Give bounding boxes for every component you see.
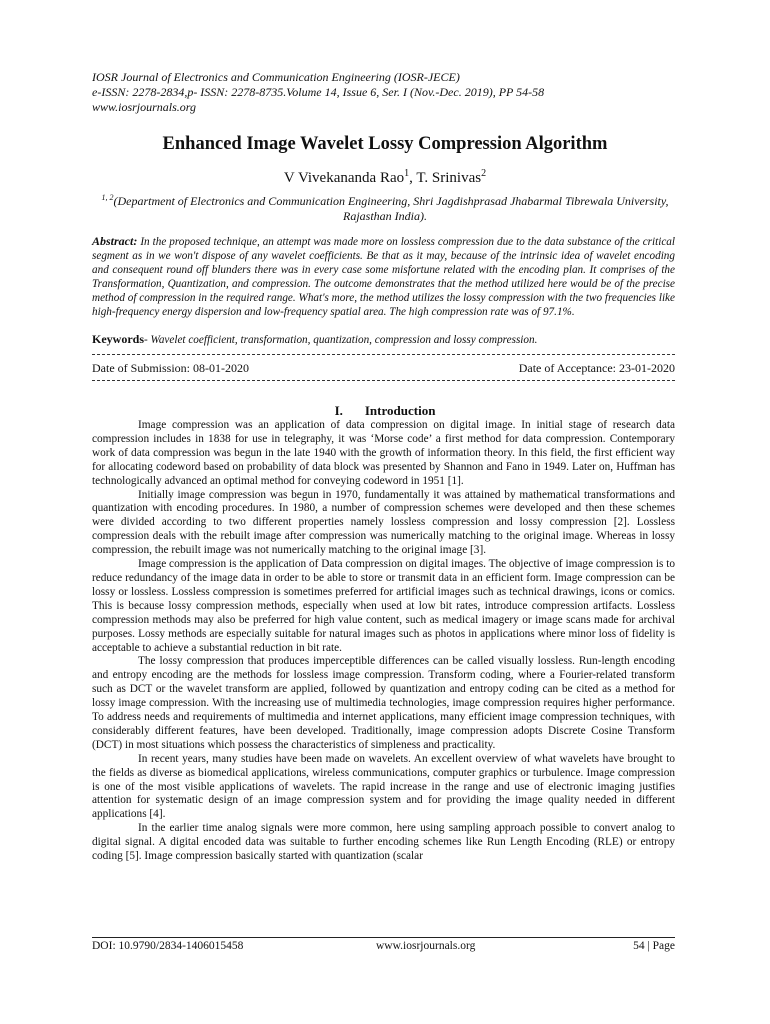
affiliation-text: (Department of Electronics and Communication Engineering, Shri Jagdishprasad Jhabarmal Tibrewala University, Rajasthan India). — [113, 194, 669, 223]
journal-website-line: www.iosrjournals.org — [92, 100, 197, 114]
paragraph: The lossy compression that produces imperceptible differences can be called visually lossless. Run-length encoding and entropy encoding are the methods for lossless image compression. Transform coding, where a Fourier-related transform such as DCT or the wavelet transform are applied, followed by quantization and entropy coding can be cited as a method for lossy image compression. With the increasing use of multimedia technologies, image compression requires higher performance. To address needs and requirements of multimedia and internet applications, many efficient image compression techniques, with considerably different features, have been developed. Traditionally, image compression adopts Discrete Cosine Transform (DCT) in most situations which possess the characteristics of simpleness and practicality. — [92, 655, 675, 751]
keywords-text: - Wavelet coefficient, transformation, quantization, compression and lossy compression. — [144, 334, 538, 346]
author-separator: , — [409, 170, 417, 186]
author-name: V Vivekananda Rao — [283, 170, 405, 186]
paragraph: Image compression is the application of Data compression on digital images. The objective of image compression is to reduce redundancy of the image data in order to be able to store or transmit data in an efficient form. Image compression can be lossy or lossless. Lossless compression is sometimes preferred for artificial images such as technical drawings, icons or comics. This is because lossy compression methods, especially when used at low bit rates, introduce compression artifacts. Lossless compression methods may also be preferred for high value content, such as medical imagery or image scans made for archival purposes. Lossy methods are especially suitable for natural images such as photos in applications where minor loss of fidelity is acceptable to achieve a substantial reduction in bit rate. — [92, 558, 675, 654]
keywords-label: Keywords — [92, 332, 144, 346]
author-superscript: 1 — [404, 168, 410, 179]
journal-title-line: IOSR Journal of Electronics and Communication Engineering (IOSR-JECE) — [92, 70, 460, 84]
paragraph: In recent years, many studies have been made on wavelets. An excellent overview of what wavelets have brought to the fields as diverse as biomedical applications, wireless communications, computer graphics or turbulence. Image compression is one of the most visible applications of wavelets. The rapid increase in the range and use of electronic imaging justifies attention for systematic design of an image compression system and for providing the image quality needed in different applications [4]. — [92, 752, 675, 821]
author-list — [0, 168, 770, 187]
paper-title: Enhanced Image Wavelet Lossy Compression Algorithm — [162, 134, 608, 154]
abstract-label: Abstract: — [92, 234, 138, 248]
dashed-divider — [92, 380, 675, 381]
footer-page-number: 54 | Page — [633, 940, 675, 952]
submission-date: Date of Submission: 08-01-2020 — [92, 361, 249, 375]
keywords — [92, 332, 675, 347]
paragraph: In the earlier time analog signals were more common, here using sampling approach possible to convert analog to digital signal. A digital encoded data was suitable to further encoding schemes like Run Length Encoding (RLE) or entropy coding [5]. Image compression basically started with quantization (scalar — [92, 822, 675, 863]
section-title: Introduction — [364, 403, 436, 418]
paragraph: Initially image compression was begun in 1970, fundamentally it was attained by mathematical transformations and quantization with encoding procedures. In 1980, a number of compression schemes were developed and then these schemes were divided according to two different properties namely lossless compression and lossy compression [2]. Lossless compression deals with the rebuilt image after compression was numerically matching to the original image. Whereas in lossy compression, the rebuilt image was not numerically matching to the original image [3]. — [92, 488, 675, 557]
dashed-divider — [92, 354, 675, 355]
footer-rule — [92, 937, 675, 938]
section-heading — [0, 403, 770, 419]
journal-header — [92, 70, 692, 115]
footer-website-link[interactable]: www.iosrjournals.org — [376, 940, 476, 952]
dates-row — [92, 361, 675, 376]
section-number: I. — [334, 403, 343, 418]
body-text — [92, 419, 675, 864]
acceptance-date: Date of Acceptance: 23-01-2020 — [518, 361, 675, 375]
abstract — [92, 234, 675, 319]
affiliation — [100, 190, 670, 224]
paragraph: Image compression was an application of data compression on digital image. In initial stage of research data compression includes in 1838 for use in telegraphy, it was ‘Morse code’ a first method for data compression. Contemporary work of data compression was begun in the late 1940 with the growth of information theory. In this field, the first efficient way for allocating codeword based on probability of data block was presented by Shannon and Fano in 1949. Later on, Huffman has technologically advanced an optimal method for conveying codeword in 1951 [1]. — [92, 419, 675, 487]
author-name: T. Srinivas — [416, 170, 482, 186]
footer-doi: DOI: 10.9790/2834-1406015458 — [92, 940, 244, 952]
author-superscript: 2 — [481, 168, 487, 179]
abstract-text: In the proposed technique, an attempt was made more on lossless compression due to the data substance of the critical segment as in we won't dispose of any wavelet coefficients. Be that as it may, because of the intrinsic idea of wavelet encoding and consequent round off blunders there was in every case some misfortune related with the encoding plan. It comprises of the Transformation, Quantization, and compression. The outcome demonstrates that the method utilized here would be of the precise method of compression in the required range. What's more, the method utilizes the lossy compression with the two frequencies like high-frequency energy dispersion and low-frequency spatial area. The high compression rate was of 97.1%. — [92, 236, 676, 318]
journal-issn-line: e-ISSN: 2278-2834,p- ISSN: 2278-8735.Volume 14, Issue 6, Ser. I (Nov.-Dec. 2019), PP 54-58 — [92, 85, 545, 99]
affiliation-superscript: 1, 2 — [101, 193, 114, 202]
